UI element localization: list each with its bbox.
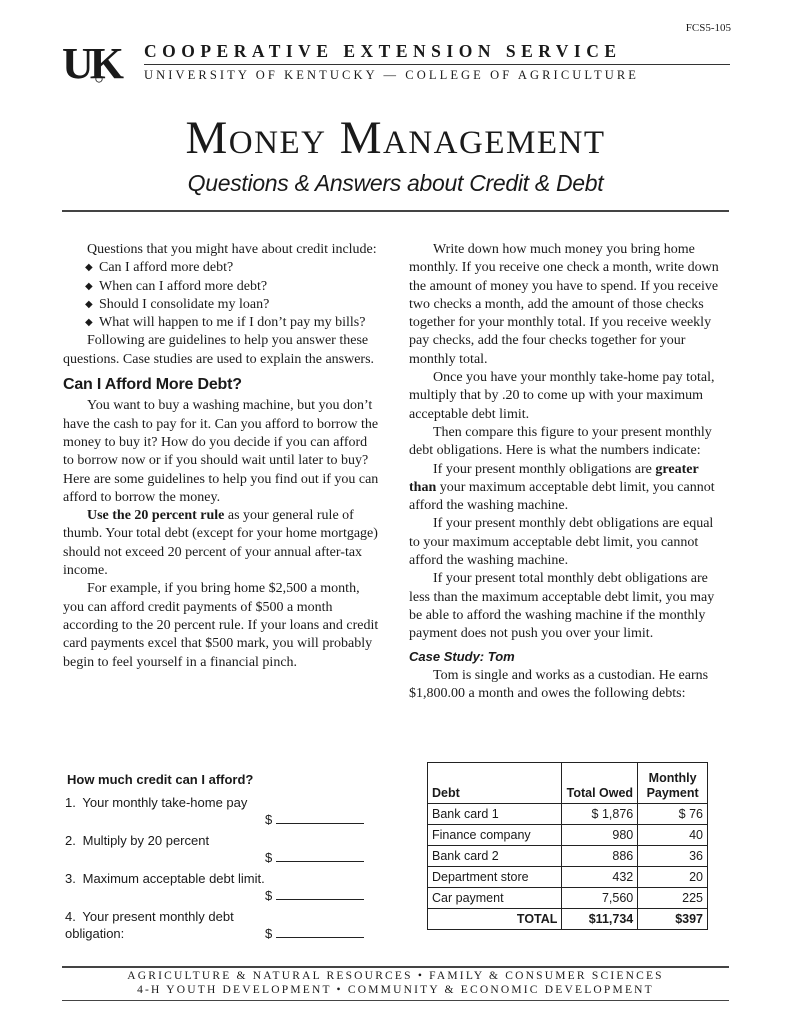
worksheet-heading: How much credit can I afford?: [67, 772, 254, 787]
table-row: Finance company 980 40: [428, 825, 708, 846]
uk-logo-icon: [62, 40, 136, 84]
list-item: ◆ What will happen to me if I don’t pay my bills?: [85, 314, 381, 332]
worksheet-row: 2. Multiply by 20 percent $: [65, 832, 375, 870]
body-paragraph: If your present monthly obligations are greater than your maximum acceptable debt limit, you cannot afford the washing machine.: [409, 461, 715, 514]
answer-blank: [276, 887, 364, 900]
table-row: Bank card 2 886 36: [428, 846, 708, 867]
page-title: Money Management: [185, 112, 606, 164]
worksheet-row: 4. Your present monthly debt obligation: $: [65, 908, 375, 946]
right-column: [409, 241, 727, 703]
section-paragraph: You want to buy a washing machine, but you don’t have the cash to pay for it. Can you afford to borrow the money to buy it? How do you decide if you can afford to borrow now or if you should wait until later to buy? Here are some guidelines to help you find out if you can afford to borrow the money.: [63, 398, 379, 505]
footer-line-1: AGRICULTURE & NATURAL RESOURCES • FAMILY & CONSUMER SCIENCES: [127, 970, 664, 982]
debt-table: [427, 762, 708, 930]
header-divider: [144, 64, 730, 65]
university-name: UNIVERSITY OF KENTUCKY — COLLEGE OF AGRICULTURE: [144, 68, 640, 82]
body-paragraph: Tom is single and works as a custodian. He earns $1,800.00 a month and owes the following debts:: [409, 667, 709, 702]
diamond-bullet-icon: ◆: [85, 317, 93, 329]
section-heading: Can I Afford More Debt?: [63, 376, 242, 394]
body-paragraph: Once you have your monthly take-home pay total, multiply that by .20 to come up with your maximum acceptable debt limit.: [409, 370, 715, 422]
table-total-row: TOTAL $11,734 $397: [428, 909, 708, 930]
section-paragraph: For example, if you bring home $2,500 a month, you can afford credit payments of $500 a month according to the 20 percent rule. If your loans and credit card payments excel that $500 mark, you will probably begin to feel yourself in a financial pinch.: [63, 581, 379, 670]
page-subtitle: Questions & Answers about Credit & Debt: [187, 170, 604, 196]
footer-bottom-divider: [62, 1000, 729, 1001]
table-header-row: [428, 763, 708, 804]
worksheet-row: 1. Your monthly take-home pay $: [65, 794, 375, 832]
document-id: FCS5-105: [685, 22, 731, 34]
column-header: Debt: [428, 763, 562, 804]
case-study-heading: Case Study: Tom: [409, 648, 515, 664]
rule-emphasis: Use the 20 percent rule: [87, 508, 225, 524]
table-row: Bank card 1 $ 1,876 $ 76: [428, 804, 708, 825]
body-paragraph: If your present monthly debt obligations are equal to your maximum acceptable debt limit, you cannot afford the washing machine.: [409, 516, 714, 569]
org-name: COOPERATIVE EXTENSION SERVICE: [144, 41, 622, 61]
question-list: [63, 259, 381, 332]
diamond-bullet-icon: ◆: [85, 298, 93, 310]
answer-blank: [276, 811, 364, 824]
diamond-bullet-icon: ◆: [85, 262, 93, 274]
section-paragraph: Use the 20 percent rule as your general rule of thumb. Your total debt (except for your home mortgage) should not exceed 20 percent of your annual after-tax income.: [63, 508, 378, 579]
column-header: Total Owed: [562, 763, 638, 804]
logo-text: UK: [62, 40, 120, 84]
worksheet-row: 3. Maximum acceptable debt limit. $: [65, 870, 375, 908]
body-paragraph: Then compare this figure to your present monthly debt obligations. Here is what the numbers indicate:: [409, 424, 712, 459]
body-paragraph: If your present total monthly debt obligations are less than the maximum acceptable debt limit, you may be able to afford the washing machine if the monthly payment does not push you over your limit.: [409, 571, 715, 642]
table-row: Department store 432 20: [428, 867, 708, 888]
footer-divider: [62, 966, 729, 968]
column-header: Monthly Payment: [638, 763, 708, 804]
list-item: ◆ When can I afford more debt?: [85, 278, 381, 296]
answer-blank: [276, 925, 364, 938]
list-item: ◆ Can I afford more debt?: [85, 259, 381, 277]
table-row: Car payment 7,560 225: [428, 888, 708, 909]
list-item: ◆ Should I consolidate my loan?: [85, 296, 381, 314]
footer-line-2: 4-H YOUTH DEVELOPMENT • COMMUNITY & ECONOMIC DEVELOPMENT: [137, 984, 654, 996]
left-column: [63, 241, 381, 672]
body-paragraph: Write down how much money you bring home monthly. If you receive one check a month, write down the amount of money you have to spend. If you receive two checks a month, add the amount of those checks together for your monthly total. If you receive weekly pay checks, add the four checks together for your monthly total.: [409, 242, 719, 367]
answer-blank: [276, 849, 364, 862]
intro-lead: Questions that you might have about credit include:: [87, 242, 377, 257]
credit-worksheet: [65, 772, 375, 946]
title-divider: [62, 210, 729, 212]
diamond-bullet-icon: ◆: [85, 280, 93, 292]
intro-guidelines: Following are guidelines to help you answer these questions. Case studies are used to explain the answers.: [63, 333, 375, 367]
